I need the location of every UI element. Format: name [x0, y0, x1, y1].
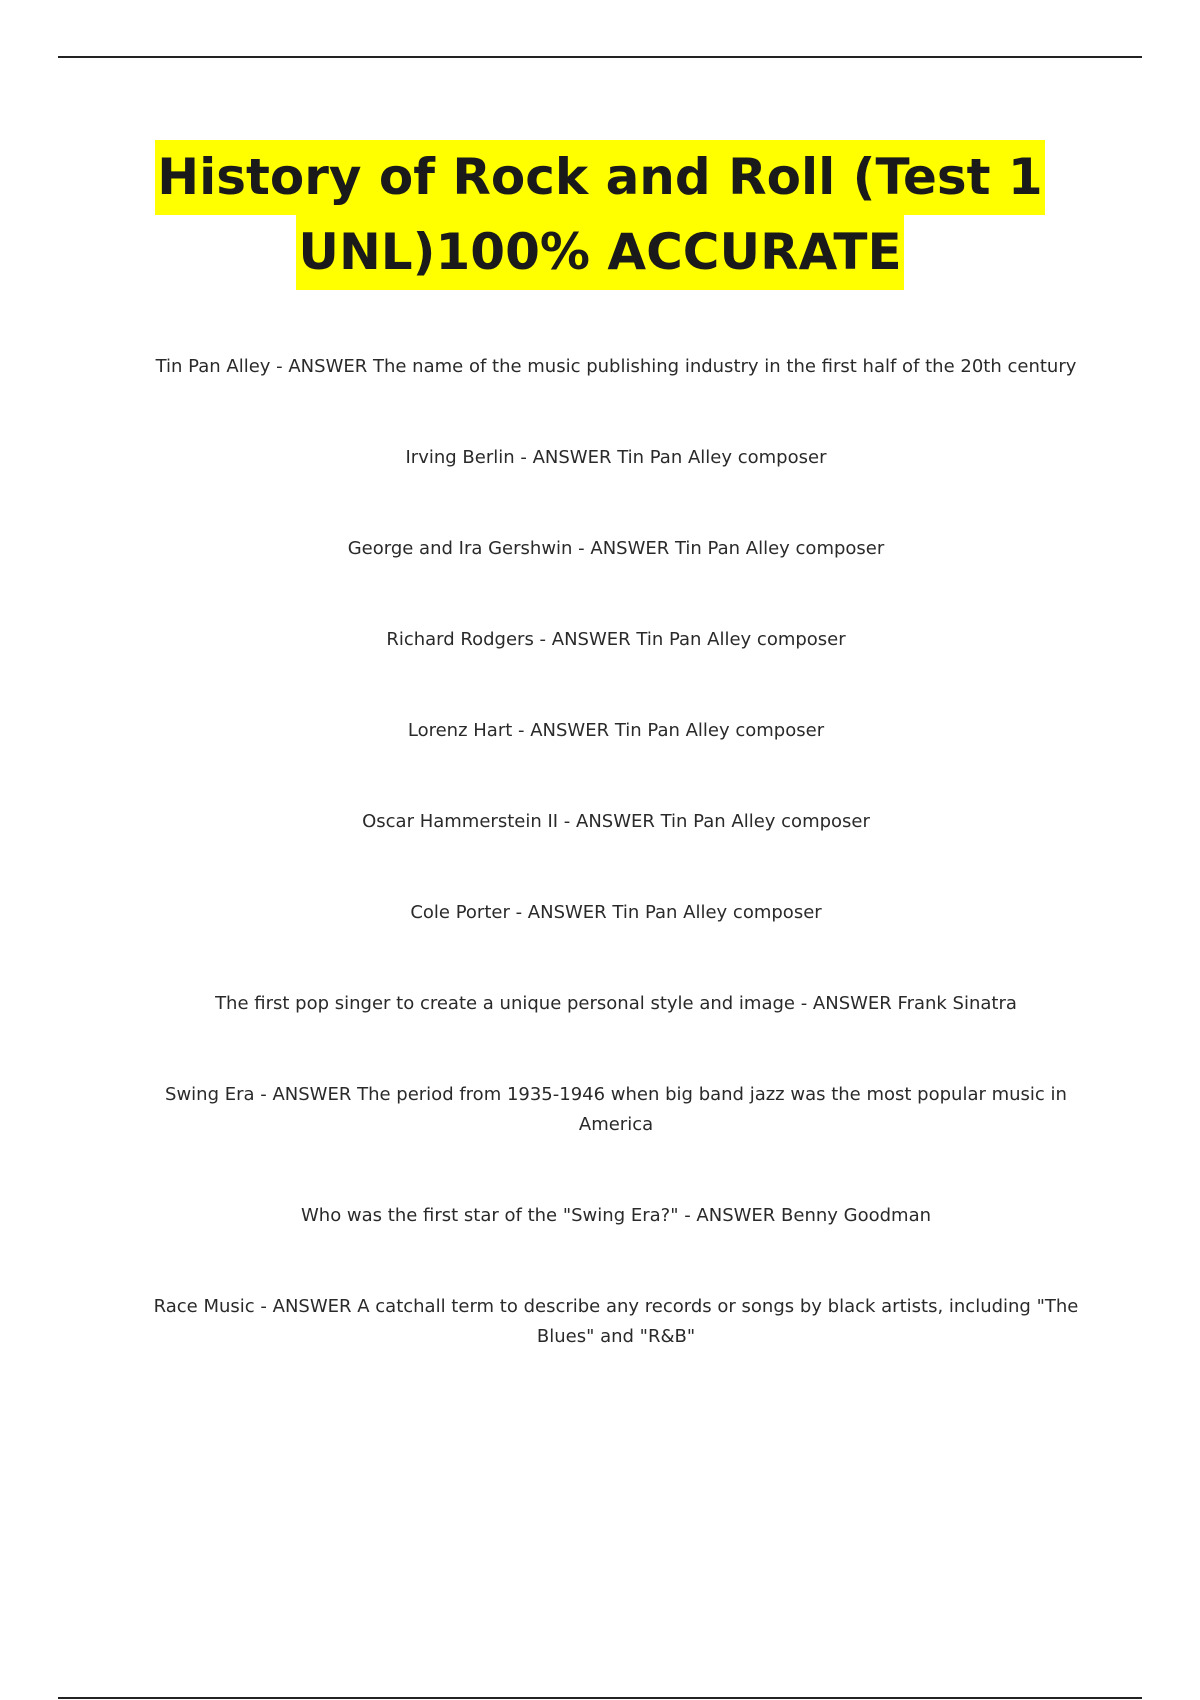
qa-entry: George and Ira Gershwin - ANSWER Tin Pan Alley composer	[347, 538, 885, 559]
qa-entry: Cole Porter - ANSWER Tin Pan Alley composer	[410, 902, 822, 923]
qa-entry: Tin Pan Alley - ANSWER The name of the music publishing industry in the first half of the 20th century	[155, 356, 1077, 377]
qa-entry: Richard Rodgers - ANSWER Tin Pan Alley composer	[386, 629, 846, 650]
qa-entry: Who was the first star of the "Swing Era?" - ANSWER Benny Goodman	[300, 1205, 932, 1226]
title-line-2: UNL)100% ACCURATE	[296, 215, 903, 290]
document-title	[0, 140, 1200, 290]
qa-entry: Race Music - ANSWER A catchall term to describe any records or songs by black artists, including "The Blues" and "R&B"	[153, 1296, 1079, 1347]
qa-entry: Swing Era - ANSWER The period from 1935-1946 when big band jazz was the most popular music in America	[165, 1084, 1067, 1135]
qa-entries	[150, 352, 1082, 1413]
qa-entry: Oscar Hammerstein II - ANSWER Tin Pan Alley composer	[362, 811, 870, 832]
qa-entry: The first pop singer to create a unique personal style and image - ANSWER Frank Sinatra	[215, 993, 1017, 1014]
qa-entry: Irving Berlin - ANSWER Tin Pan Alley composer	[405, 447, 827, 468]
bottom-rule	[58, 1697, 1142, 1699]
top-rule	[58, 56, 1142, 58]
title-line-1: History of Rock and Roll (Test 1	[155, 140, 1044, 215]
qa-entry: Lorenz Hart - ANSWER Tin Pan Alley composer	[407, 720, 825, 741]
